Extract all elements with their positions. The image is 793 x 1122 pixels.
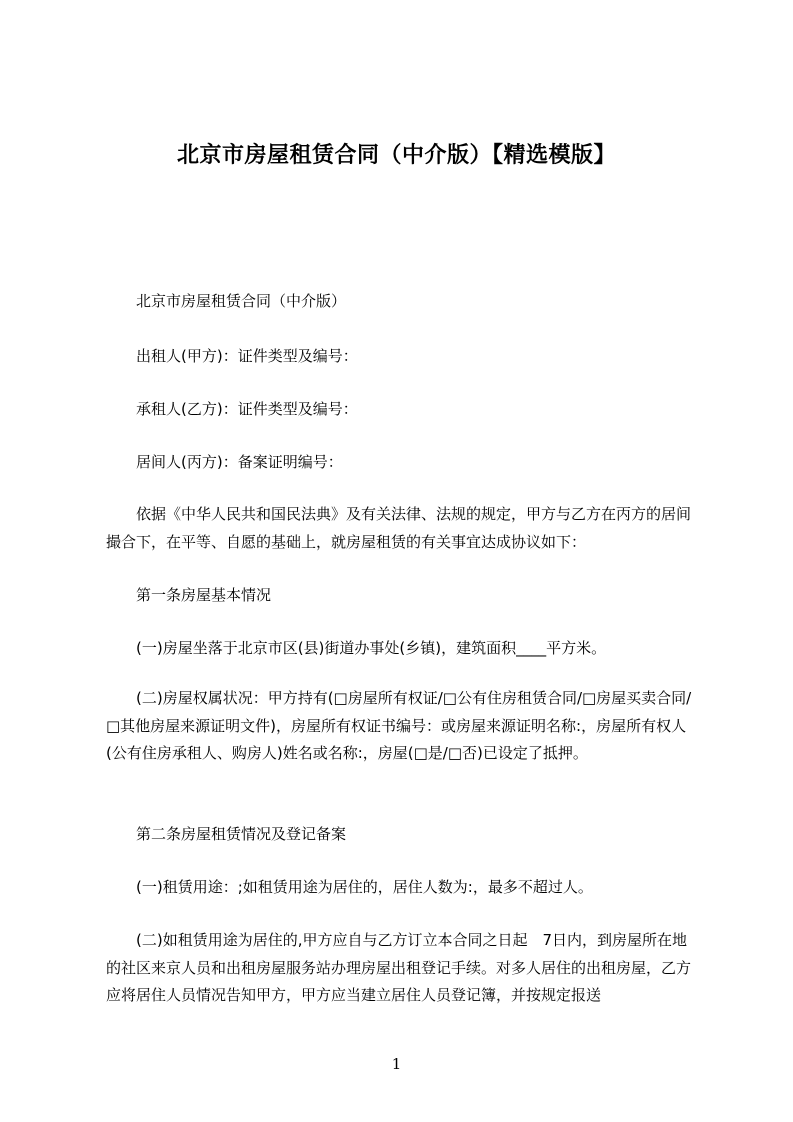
page-number: 1	[391, 1055, 402, 1073]
article2-heading: 第二条房屋租赁情况及登记备案	[136, 825, 347, 843]
lessor-line: 出租人(甲方)：证件类型及编号：	[136, 347, 358, 365]
article2-clause2	[106, 927, 698, 1010]
lessee-line: 承租人(乙方)：证件类型及编号：	[136, 400, 358, 418]
agent-line: 居间人(丙方)：备案证明编号：	[136, 453, 343, 471]
article1-clause1: (一)房屋坐落于北京市区(县)街道办事处(乡镇)，建筑面积____平方米。	[136, 639, 607, 657]
article1-heading: 第一条房屋基本情况	[136, 586, 272, 604]
preamble-text: 依据《中华人民共和国民法典》及有关法律、法规的规定，甲方与乙方在丙方的居间撮合下，在平等、自愿的基础上，就房屋租赁的有关事宜达成协议如下：	[106, 505, 692, 551]
preamble-paragraph	[106, 501, 698, 556]
contract-subtitle: 北京市房屋租赁合同（中介版）	[136, 292, 347, 310]
document-title: 北京市房屋租赁合同（中介版）【精选模版】	[176, 143, 616, 168]
article1-clause2-text: (二)房屋权属状况：甲方持有(□房屋所有权证/□公有住房租赁合同/□房屋买卖合同/□其他房屋来源证明文件)，房屋所有权证书编号：或房屋来源证明名称:，房屋所有权人(公有住房承租人、购房人)姓名或名称:，房屋(□是/□否)已设定了抵押。	[106, 689, 692, 762]
article1-clause2	[106, 685, 698, 768]
article2-clause1: (一)租赁用途：;如租赁用途为居住的，居住人数为:，最多不超过人。	[136, 878, 593, 896]
article2-clause2-text: (二)如租赁用途为居住的,甲方应自与乙方订立本合同之日起 7日内，到房屋所在地的社区来京人员和出租房屋服务站办理房屋出租登记手续。对多人居住的出租房屋，乙方应将居住人员情况告知甲方，甲方应当建立居住人员登记簿，并按规定报送	[106, 931, 692, 1004]
